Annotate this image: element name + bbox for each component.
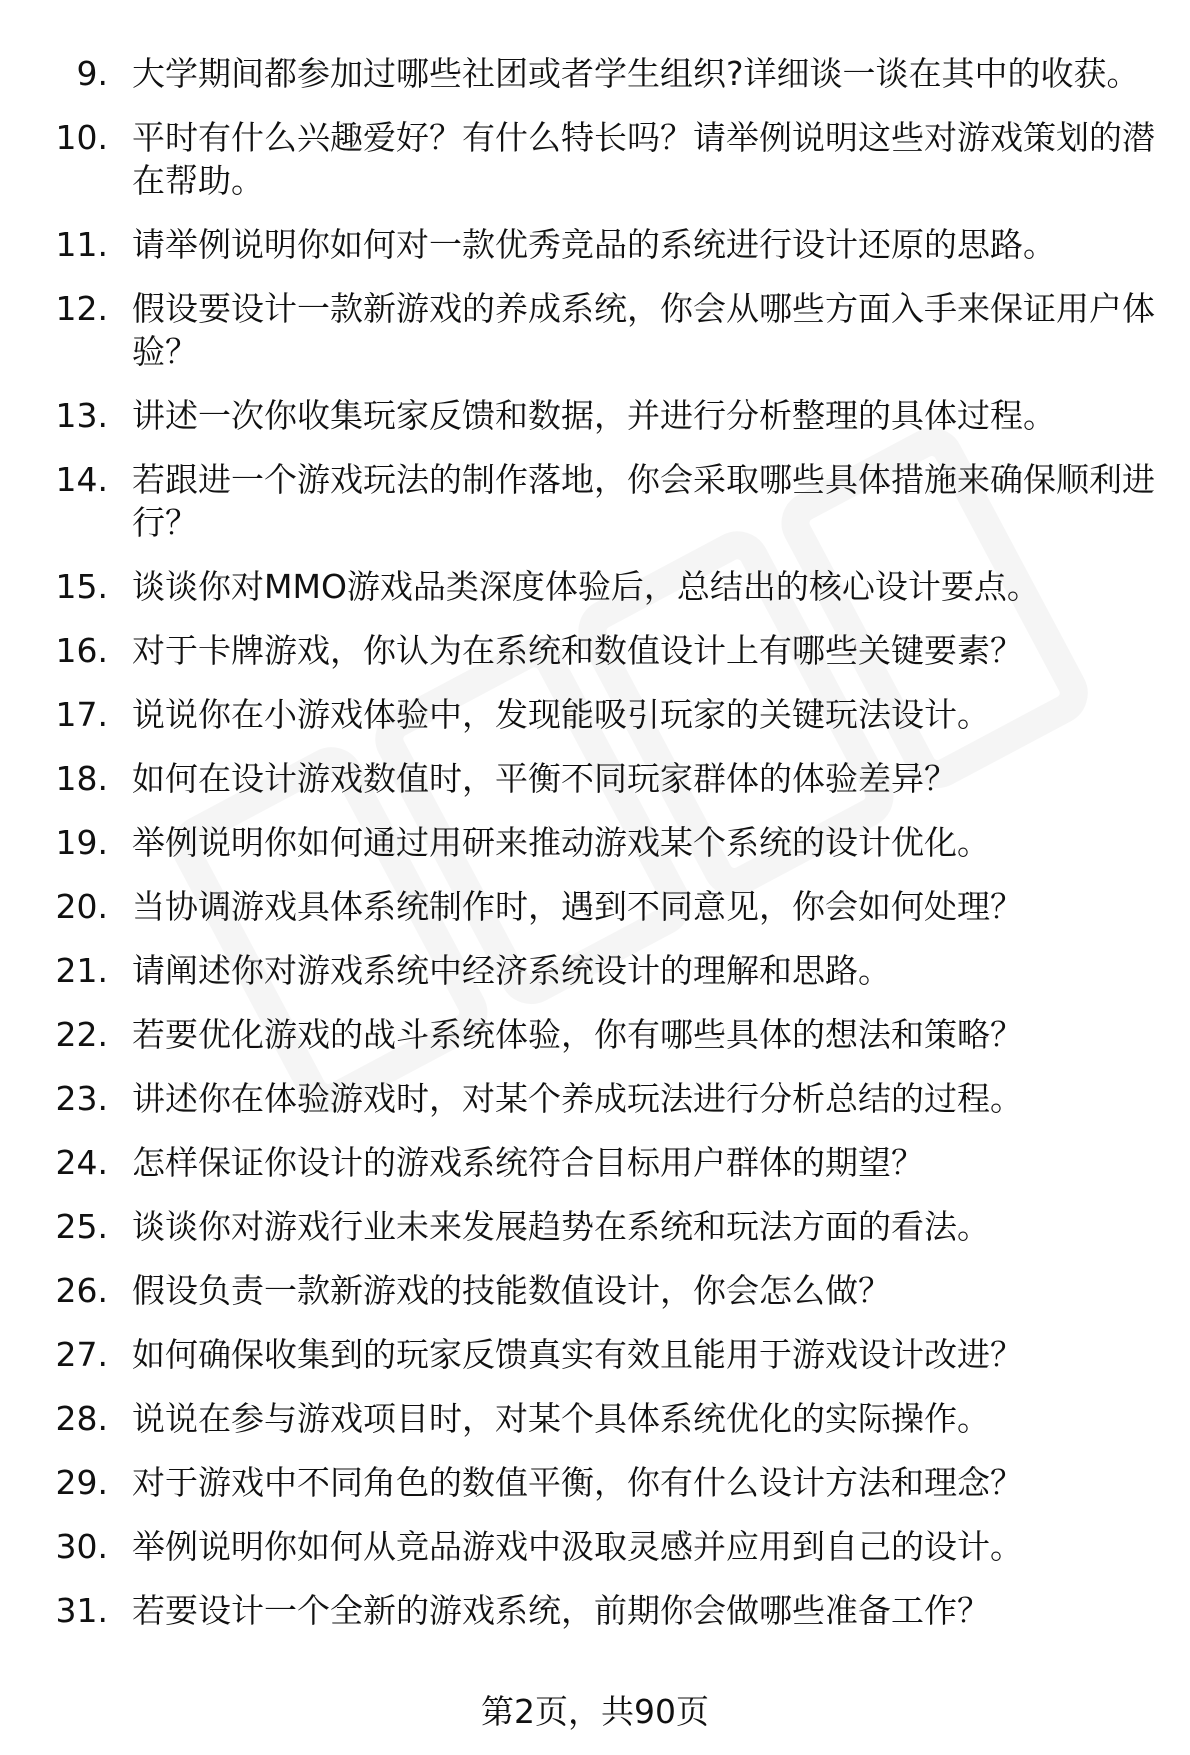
- question-item: [0, 629, 1190, 672]
- question-text: 平时有什么兴趣爱好？有什么特长吗？请举例说明这些对游戏策划的潜在帮助。: [132, 118, 1155, 200]
- question-text: 请阐述你对游戏系统中经济系统设计的理解和思路。: [132, 951, 891, 990]
- question-item: [0, 1397, 1190, 1440]
- question-item: [0, 1141, 1190, 1184]
- question-list: [0, 52, 1190, 1653]
- question-item: [0, 1269, 1190, 1312]
- question-text: 若要优化游戏的战斗系统体验，你有哪些具体的想法和策略？: [132, 1015, 1023, 1054]
- question-item: [0, 885, 1190, 928]
- question-number: 14.: [55, 460, 108, 499]
- question-item: [0, 1077, 1190, 1120]
- page-footer: [0, 1690, 1190, 1733]
- question-text: 假设要设计一款新游戏的养成系统，你会从哪些方面入手来保证用户体验？: [132, 289, 1155, 371]
- question-text: 大学期间都参加过哪些社团或者学生组织?详细谈一谈在其中的收获。: [132, 54, 1140, 93]
- question-item: [0, 458, 1190, 544]
- question-item: [0, 821, 1190, 864]
- question-text: 如何在设计游戏数值时，平衡不同玩家群体的体验差异？: [132, 759, 957, 798]
- question-number: 15.: [55, 567, 108, 606]
- question-number: 22.: [55, 1015, 108, 1054]
- question-number: 16.: [55, 631, 108, 670]
- question-text: 假设负责一款新游戏的技能数值设计，你会怎么做？: [132, 1271, 891, 1310]
- question-item: [0, 693, 1190, 736]
- question-text: 谈谈你对MMO游戏品类深度体验后，总结出的核心设计要点。: [132, 567, 1040, 606]
- question-number: 27.: [55, 1335, 108, 1374]
- question-number: 19.: [55, 823, 108, 862]
- question-item: [0, 52, 1190, 95]
- question-item: [0, 1205, 1190, 1248]
- question-number: 31.: [55, 1591, 108, 1630]
- question-number: 13.: [55, 396, 108, 435]
- question-number: 24.: [55, 1143, 108, 1182]
- question-text: 举例说明你如何从竞品游戏中汲取灵感并应用到自己的设计。: [132, 1527, 1023, 1566]
- question-number: 10.: [55, 118, 108, 157]
- question-item: [0, 116, 1190, 202]
- question-item: [0, 565, 1190, 608]
- question-item: [0, 1333, 1190, 1376]
- question-number: 12.: [55, 289, 108, 328]
- question-text: 说说在参与游戏项目时，对某个具体系统优化的实际操作。: [132, 1399, 990, 1438]
- question-number: 28.: [55, 1399, 108, 1438]
- question-text: 请举例说明你如何对一款优秀竞品的系统进行设计还原的思路。: [132, 225, 1056, 264]
- question-text: 若要设计一个全新的游戏系统，前期你会做哪些准备工作？: [132, 1591, 990, 1630]
- question-text: 若跟进一个游戏玩法的制作落地，你会采取哪些具体措施来确保顺利进行？: [132, 460, 1155, 542]
- question-item: [0, 1589, 1190, 1632]
- question-text: 对于卡牌游戏，你认为在系统和数值设计上有哪些关键要素？: [132, 631, 1023, 670]
- question-text: 说说你在小游戏体验中，发现能吸引玩家的关键玩法设计。: [132, 695, 990, 734]
- question-item: [0, 1525, 1190, 1568]
- question-text: 讲述你在体验游戏时，对某个养成玩法进行分析总结的过程。: [132, 1079, 1023, 1118]
- question-number: 20.: [55, 887, 108, 926]
- question-text: 谈谈你对游戏行业未来发展趋势在系统和玩法方面的看法。: [132, 1207, 990, 1246]
- question-text: 怎样保证你设计的游戏系统符合目标用户群体的期望？: [132, 1143, 924, 1182]
- question-item: [0, 394, 1190, 437]
- question-number: 25.: [55, 1207, 108, 1246]
- question-text: 讲述一次你收集玩家反馈和数据，并进行分析整理的具体过程。: [132, 396, 1056, 435]
- question-number: 11.: [55, 225, 108, 264]
- question-item: [0, 757, 1190, 800]
- question-item: [0, 223, 1190, 266]
- question-item: [0, 949, 1190, 992]
- question-number: 26.: [55, 1271, 108, 1310]
- question-text: 如何确保收集到的玩家反馈真实有效且能用于游戏设计改进？: [132, 1335, 1023, 1374]
- question-number: 9.: [76, 54, 108, 93]
- question-number: 21.: [55, 951, 108, 990]
- question-number: 18.: [55, 759, 108, 798]
- question-number: 29.: [55, 1463, 108, 1502]
- question-number: 30.: [55, 1527, 108, 1566]
- question-number: 23.: [55, 1079, 108, 1118]
- question-text: 对于游戏中不同角色的数值平衡，你有什么设计方法和理念？: [132, 1463, 1023, 1502]
- question-item: [0, 1461, 1190, 1504]
- question-text: 当协调游戏具体系统制作时，遇到不同意见，你会如何处理？: [132, 887, 1023, 926]
- page-number-label: 第2页，共90页: [481, 1692, 709, 1731]
- question-item: [0, 287, 1190, 373]
- question-text: 举例说明你如何通过用研来推动游戏某个系统的设计优化。: [132, 823, 990, 862]
- question-item: [0, 1013, 1190, 1056]
- question-number: 17.: [55, 695, 108, 734]
